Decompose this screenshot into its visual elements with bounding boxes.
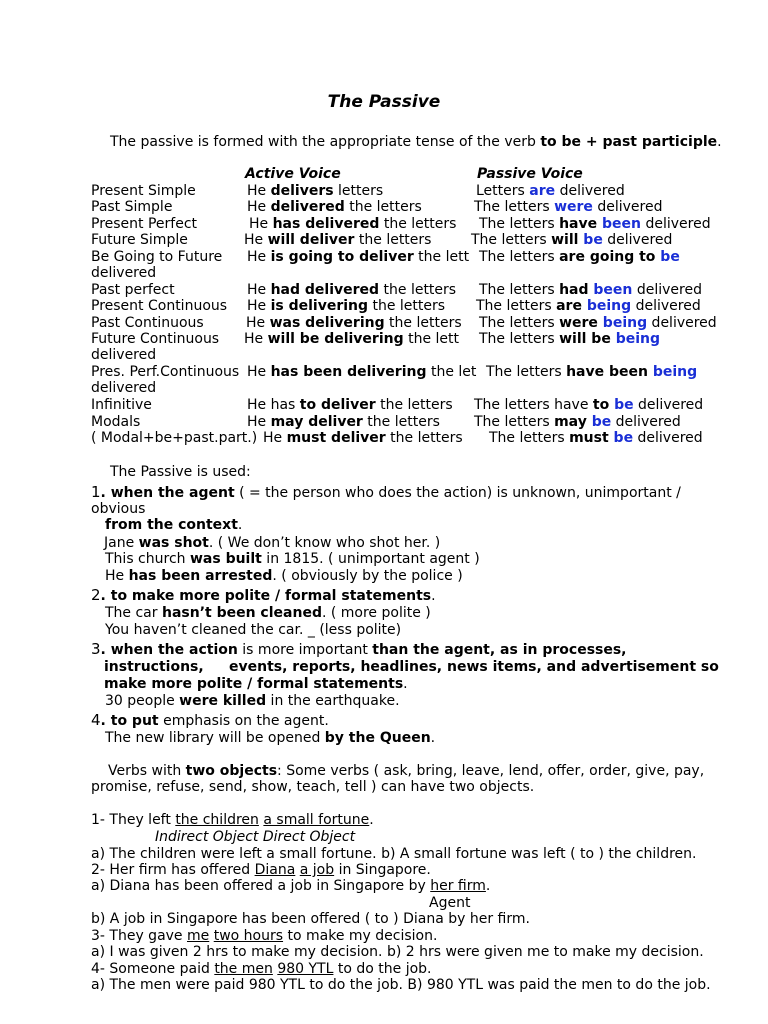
- tense-label: ( Modal+be+past.part.): [91, 430, 258, 446]
- example-sentence-3: [91, 928, 437, 944]
- two-objects-post: : Some verbs ( ask, bring, leave, lend, offer, order, give, pay,: [277, 763, 705, 779]
- active-post: the letters: [362, 414, 440, 430]
- active-post: the letters: [385, 430, 463, 446]
- passive-highlight: were: [554, 199, 593, 215]
- intro-end: .: [717, 134, 722, 150]
- passive-sentence: [474, 199, 663, 215]
- intro-text: The passive is formed with the appropriate tense of the verb: [110, 134, 541, 150]
- passive-aux: may: [554, 414, 587, 430]
- use-3-num: 3: [91, 640, 101, 658]
- passive-voice-header: Passive Voice: [477, 166, 583, 182]
- active-post: letters: [333, 183, 384, 199]
- ex2-pre: 2- Her firm has offered: [91, 862, 255, 878]
- ex1-pre: 1- They left: [91, 812, 176, 828]
- passive-sentence: [489, 430, 703, 446]
- use-2-num: 2: [91, 586, 101, 604]
- passive-post: delivered: [632, 282, 702, 298]
- active-verb: will be delivering: [267, 331, 404, 347]
- ex2-direct: a job: [299, 862, 335, 878]
- passive-pre: The letters: [471, 232, 552, 248]
- active-sentence: [249, 216, 456, 232]
- passive-highlight: be: [609, 397, 634, 413]
- use-4-lead: to put: [105, 713, 159, 729]
- ex3-indirect: me: [187, 928, 210, 944]
- passive-post: delivered: [631, 298, 701, 314]
- two-objects-line1: [108, 763, 704, 779]
- intro-bold: to be + past participle: [540, 134, 718, 150]
- active-pre: He: [263, 430, 287, 446]
- passive-highlight: being: [597, 315, 648, 331]
- ex1-direct: a small fortune: [263, 812, 370, 828]
- example-1a-bold: was shot: [138, 535, 209, 551]
- passive-pre: The letters: [476, 298, 557, 314]
- example-2a-bold: hasn’t been cleaned: [161, 605, 322, 621]
- passive-highlight: being: [610, 331, 661, 347]
- active-voice-header: Active Voice: [245, 166, 341, 182]
- two-objects-bold: two objects: [185, 763, 278, 779]
- use-3-bold2: than the agent, as in processes,: [372, 642, 627, 658]
- use-3-period: .: [403, 676, 408, 692]
- passive-aux: will: [551, 232, 579, 248]
- example-1c-bold: has been arrested: [128, 568, 273, 584]
- passive-aux: have been: [566, 364, 648, 380]
- tense-label: Be Going to Future: [91, 249, 223, 265]
- tense-label: Present Continuous: [91, 298, 228, 314]
- ex2a-pre: a) Diana has been offered a job in Singapore by: [91, 878, 431, 894]
- use-4-num: 4: [91, 711, 101, 729]
- passive-pre: Letters: [476, 183, 530, 199]
- passive-sentence: [479, 331, 660, 347]
- passive-post: delivered: [611, 414, 681, 430]
- example-1-answers: a) The children were left a small fortune. b) A small fortune was left ( to ) the children.: [91, 846, 697, 862]
- ex2-post: in Singapore.: [334, 862, 431, 878]
- use-3-events: events, reports, headlines, news items, and advertisement so: [229, 659, 719, 675]
- active-verb: has been delivering: [270, 364, 427, 380]
- example-1c: [105, 568, 463, 584]
- active-verb: delivers: [270, 183, 334, 199]
- active-sentence: [263, 430, 463, 446]
- example-sentence-4: [91, 961, 431, 977]
- active-pre: He: [247, 282, 271, 298]
- use-4-rest: emphasis on the agent.: [158, 713, 329, 729]
- passive-pre: The letters: [479, 216, 560, 232]
- tense-label: Present Simple: [91, 183, 196, 199]
- passive-post: delivered: [633, 430, 703, 446]
- passive-post: delivered: [555, 183, 625, 199]
- active-post: the letters: [384, 315, 462, 331]
- active-pre: He: [244, 232, 268, 248]
- use-1-line2: obvious: [91, 501, 146, 517]
- passive-post: delivered: [592, 199, 663, 215]
- wrapped-text: delivered: [91, 265, 157, 281]
- page-title: The Passive: [327, 92, 441, 112]
- active-verb: will deliver: [267, 232, 355, 248]
- tense-label: Future Continuous: [91, 331, 220, 347]
- passive-aux: to: [592, 397, 610, 413]
- use-1-num: 1: [91, 483, 101, 501]
- active-pre: He: [249, 216, 273, 232]
- active-sentence: [247, 199, 422, 215]
- example-3-bold: were killed: [179, 693, 267, 709]
- use-1: [91, 484, 681, 501]
- use-2-end: .: [431, 588, 436, 604]
- passive-aux: have: [559, 216, 598, 232]
- use-3-line2b: [229, 659, 719, 675]
- active-sentence: [244, 232, 431, 248]
- active-pre: He: [247, 298, 271, 314]
- tense-label: Future Simple: [91, 232, 188, 248]
- ex3-pre: 3- They gave: [91, 928, 187, 944]
- passive-pre: The letters: [479, 331, 560, 347]
- example-4-bold: by the Queen: [324, 730, 431, 746]
- example-1b-post: in 1815. ( unimportant agent ): [261, 551, 480, 567]
- object-labels: Indirect Object Direct Object: [155, 829, 356, 845]
- example-2a: [105, 605, 431, 621]
- use-3-mid: is more important: [237, 642, 373, 658]
- use-3-dot: .: [100, 642, 106, 658]
- passive-highlight: be: [655, 249, 680, 265]
- active-sentence: [247, 282, 456, 298]
- use-1-line3: [105, 517, 242, 533]
- use-3-line3: [104, 676, 408, 692]
- passive-sentence: [479, 249, 680, 265]
- example-1c-pre: He: [105, 568, 129, 584]
- active-verb: must deliver: [286, 430, 386, 446]
- example-4-answers: a) The men were paid 980 YTL to do the job. B) 980 YTL was paid the men to do the job.: [91, 977, 711, 993]
- passive-aux: had: [559, 282, 589, 298]
- use-3-polite: make more polite / formal statements: [104, 676, 404, 692]
- passive-aux: will be: [559, 331, 611, 347]
- use-4-dot: .: [100, 713, 106, 729]
- example-3: [105, 693, 400, 709]
- example-4: [105, 730, 435, 746]
- ex4-pre: 4- Someone paid: [91, 961, 215, 977]
- tense-label: Modals: [91, 414, 141, 430]
- passive-sentence: [476, 183, 625, 199]
- ex2-indirect: Diana: [254, 862, 296, 878]
- active-post: the letters: [379, 282, 457, 298]
- two-objects-line2: promise, refuse, send, show, teach, tell ) can have two objects.: [91, 779, 535, 795]
- active-pre: He has: [247, 397, 300, 413]
- tense-label: Pres. Perf.Continuous: [91, 364, 240, 380]
- use-3-line2a: [104, 659, 204, 675]
- example-1b-bold: was built: [189, 551, 262, 567]
- active-sentence: [246, 315, 462, 331]
- passive-sentence: [474, 414, 681, 430]
- active-post: the letters: [368, 298, 446, 314]
- passive-highlight: be: [578, 232, 603, 248]
- passive-pre: The letters: [474, 414, 555, 430]
- active-verb: was delivering: [269, 315, 385, 331]
- active-post: the lett: [413, 249, 470, 265]
- use-4: [91, 712, 329, 729]
- active-pre: He: [244, 331, 268, 347]
- example-2-answer-b: b) A job in Singapore has been offered ( to ) Diana by her firm.: [91, 911, 530, 927]
- passive-post: delivered: [641, 216, 711, 232]
- use-1-lead: when the agent: [105, 485, 235, 501]
- passive-sentence: [476, 298, 701, 314]
- passive-pre: The letters: [479, 315, 560, 331]
- use-2-dot: .: [100, 588, 106, 604]
- active-verb: may deliver: [270, 414, 363, 430]
- passive-highlight: are: [529, 183, 556, 199]
- use-2-lead: to make more polite / formal statements: [105, 588, 432, 604]
- example-3-answers: a) I was given 2 hrs to make my decision. b) 2 hrs were given me to make my decision.: [91, 944, 704, 960]
- tense-label: Past Continuous: [91, 315, 204, 331]
- passive-pre: The letters: [489, 430, 570, 446]
- passive-pre: The letters have: [474, 397, 593, 413]
- use-3: [91, 641, 627, 658]
- passive-pre: The letters: [486, 364, 567, 380]
- tense-label: Infinitive: [91, 397, 152, 413]
- example-3-pre: 30 people: [105, 693, 180, 709]
- active-verb: delivered: [270, 199, 345, 215]
- used-heading: The Passive is used:: [110, 464, 251, 480]
- example-4-post: .: [430, 730, 436, 746]
- passive-sentence: [471, 232, 672, 248]
- two-objects-pre: Verbs with: [108, 763, 186, 779]
- active-post: the letters: [379, 216, 457, 232]
- active-verb: has delivered: [272, 216, 380, 232]
- active-pre: He: [247, 364, 271, 380]
- intro-paragraph: [110, 134, 722, 150]
- passive-highlight: be: [586, 414, 612, 430]
- ex3-post: to make my decision.: [283, 928, 438, 944]
- passive-highlight: been: [597, 216, 641, 232]
- active-sentence: [247, 414, 440, 430]
- wrapped-text: delivered: [91, 380, 157, 396]
- ex3-direct: two hours: [213, 928, 284, 944]
- use-3-instructions: instructions,: [104, 659, 204, 675]
- example-1c-post: . ( obviously by the police ): [272, 568, 463, 584]
- passive-sentence: [479, 315, 717, 331]
- passive-pre: The letters: [479, 249, 560, 265]
- agent-label: Agent: [429, 895, 471, 911]
- active-verb: to deliver: [299, 397, 376, 413]
- active-post: the lett: [403, 331, 459, 347]
- example-1a-post: . ( We don’t know who shot her. ): [208, 535, 441, 551]
- active-verb: had delivered: [270, 282, 380, 298]
- passive-highlight: be: [608, 430, 634, 446]
- active-post: the let: [426, 364, 477, 380]
- example-sentence-1: [91, 812, 374, 828]
- passive-aux: are going to: [559, 249, 656, 265]
- tense-label: Present Perfect: [91, 216, 198, 232]
- ex4-direct: 980 YTL: [277, 961, 334, 977]
- passive-highlight: being: [581, 298, 632, 314]
- example-2a-pre: The car: [105, 605, 162, 621]
- example-2b: You haven’t cleaned the car. _ (less polite): [105, 622, 402, 638]
- passive-post: delivered: [633, 397, 704, 413]
- use-1-context: from the context: [105, 517, 238, 533]
- ex2a-post: .: [485, 878, 491, 894]
- passive-pre: The letters: [474, 199, 555, 215]
- active-sentence: [247, 183, 383, 199]
- passive-aux: must: [569, 430, 609, 446]
- active-sentence: [247, 397, 453, 413]
- active-sentence: [247, 364, 476, 380]
- active-pre: He: [247, 183, 271, 199]
- active-pre: He: [246, 315, 270, 331]
- passive-pre: The letters: [479, 282, 560, 298]
- active-post: the letters: [344, 199, 422, 215]
- ex1-indirect: the children: [175, 812, 259, 828]
- passive-sentence: [474, 397, 703, 413]
- passive-sentence: [479, 282, 702, 298]
- passive-post: delivered: [647, 315, 717, 331]
- example-sentence-2: [91, 862, 431, 878]
- example-3-post: in the earthquake.: [266, 693, 400, 709]
- tense-label: Past perfect: [91, 282, 175, 298]
- active-post: the letters: [375, 397, 453, 413]
- example-1b: [105, 551, 480, 567]
- active-sentence: [247, 249, 469, 265]
- example-4-pre: The new library will be opened: [105, 730, 325, 746]
- example-2a-post: . ( more polite ): [321, 605, 431, 621]
- passive-sentence: [479, 216, 711, 232]
- passive-aux: were: [559, 315, 598, 331]
- passive-aux: are: [556, 298, 582, 314]
- active-verb: is delivering: [270, 298, 369, 314]
- active-pre: He: [247, 199, 271, 215]
- wrapped-text: delivered: [91, 347, 157, 363]
- passive-post: delivered: [602, 232, 673, 248]
- active-verb: is going to deliver: [270, 249, 414, 265]
- use-2: [91, 587, 436, 604]
- passive-highlight: been: [588, 282, 633, 298]
- use-1-period: .: [237, 517, 243, 533]
- ex2a-agent: her firm: [430, 878, 486, 894]
- example-2-answer-a: [91, 878, 490, 894]
- active-sentence: [247, 298, 445, 314]
- example-1b-pre: This church: [105, 551, 190, 567]
- active-post: the letters: [354, 232, 432, 248]
- ex4-indirect: the men: [214, 961, 273, 977]
- active-sentence: [244, 331, 459, 347]
- example-1a-pre: Jane: [104, 535, 139, 551]
- active-pre: He: [247, 249, 271, 265]
- use-1-dot: .: [100, 485, 106, 501]
- use-3-lead: when the action: [105, 642, 238, 658]
- active-pre: He: [247, 414, 271, 430]
- passive-highlight: being: [647, 364, 698, 380]
- tense-label: Past Simple: [91, 199, 173, 215]
- ex4-post: to do the job.: [333, 961, 432, 977]
- use-1-rest: ( = the person who does the action) is unknown, unimportant /: [234, 485, 681, 501]
- example-1a: [104, 535, 440, 551]
- passive-sentence: [486, 364, 697, 380]
- ex1-post: .: [369, 812, 374, 828]
